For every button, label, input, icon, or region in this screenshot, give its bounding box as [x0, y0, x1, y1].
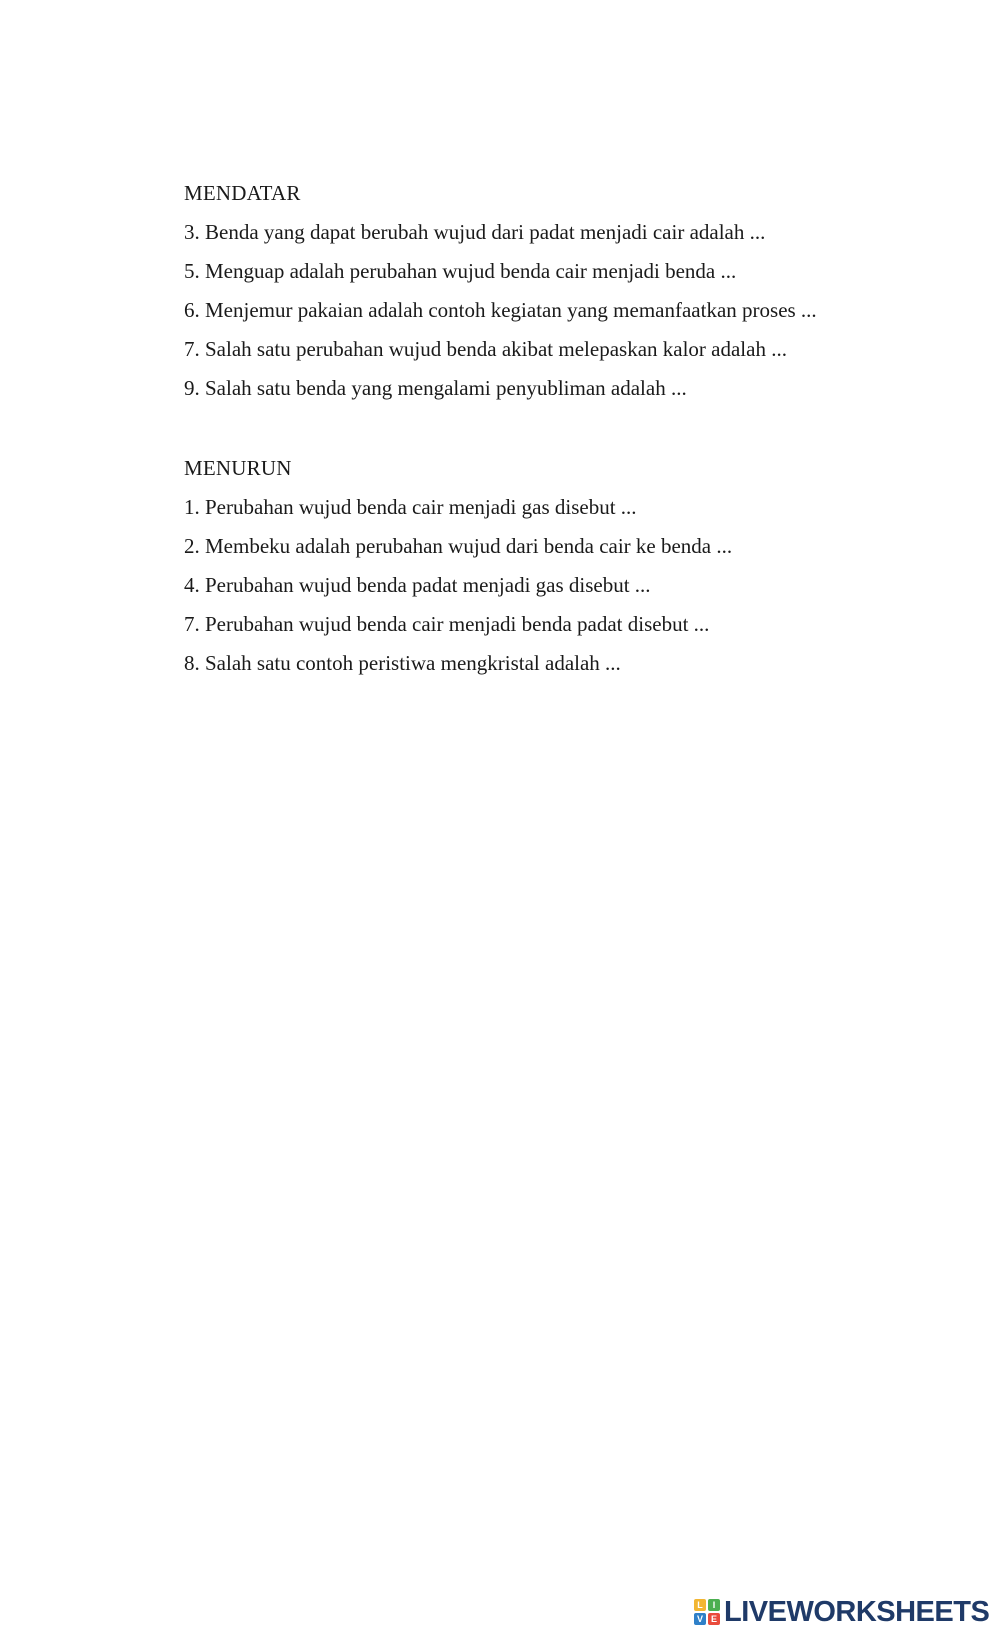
- menurun-clue-1: [184, 494, 944, 520]
- clue-text: Salah satu benda yang mengalami penyubliman adalah ...: [205, 376, 687, 400]
- mendatar-clue-7: [184, 336, 944, 362]
- logo-cell-l: L: [694, 1599, 706, 1611]
- menurun-clue-2: [184, 533, 944, 559]
- mendatar-clue-9: [184, 375, 944, 401]
- clue-text: Salah satu contoh peristiwa mengkristal adalah ...: [205, 651, 621, 675]
- liveworksheets-watermark: [694, 1595, 989, 1629]
- mendatar-clue-6: [184, 297, 944, 323]
- clue-number: 7 .: [184, 337, 205, 361]
- clue-number: 5 .: [184, 259, 205, 283]
- logo-cell-v: V: [694, 1613, 706, 1625]
- clue-text: Salah satu perubahan wujud benda akibat melepaskan kalor adalah ...: [205, 337, 787, 361]
- clue-text: Perubahan wujud benda cair menjadi benda padat disebut ...: [205, 612, 710, 636]
- clue-text: Membeku adalah perubahan wujud dari benda cair ke benda ...: [205, 534, 733, 558]
- clue-number: 1 .: [184, 495, 205, 519]
- clue-number: 9 .: [184, 376, 205, 400]
- clue-text: Perubahan wujud benda cair menjadi gas disebut ...: [205, 495, 637, 519]
- clue-number: 4 .: [184, 573, 205, 597]
- clue-number: 3 .: [184, 220, 205, 244]
- menurun-clue-8: [184, 650, 944, 676]
- menurun-clue-7: [184, 611, 944, 637]
- menurun-heading: MENURUN: [184, 456, 292, 480]
- liveworksheets-logo-icon: [694, 1599, 720, 1625]
- menurun-clue-4: [184, 572, 944, 598]
- mendatar-clue-list: [184, 219, 944, 401]
- clue-text: Menjemur pakaian adalah contoh kegiatan yang memanfaatkan proses ...: [205, 298, 817, 322]
- clue-number: 6 .: [184, 298, 205, 322]
- clue-number: 7 .: [184, 612, 205, 636]
- mendatar-section: [184, 180, 944, 401]
- mendatar-heading: MENDATAR: [184, 181, 301, 205]
- menurun-section: [184, 455, 944, 676]
- logo-cell-i: I: [708, 1599, 720, 1611]
- clue-text: Menguap adalah perubahan wujud benda cair menjadi benda ...: [205, 259, 737, 283]
- liveworksheets-wordmark: LIVEWORKSHEETS: [724, 1596, 990, 1628]
- clue-number: 8 .: [184, 651, 205, 675]
- clue-text: Perubahan wujud benda padat menjadi gas disebut ...: [205, 573, 651, 597]
- logo-cell-e: E: [708, 1613, 720, 1625]
- clue-text: Benda yang dapat berubah wujud dari padat menjadi cair adalah ...: [205, 220, 766, 244]
- clue-number: 2 .: [184, 534, 205, 558]
- mendatar-clue-5: [184, 258, 944, 284]
- mendatar-clue-3: [184, 219, 944, 245]
- menurun-clue-list: [184, 494, 944, 676]
